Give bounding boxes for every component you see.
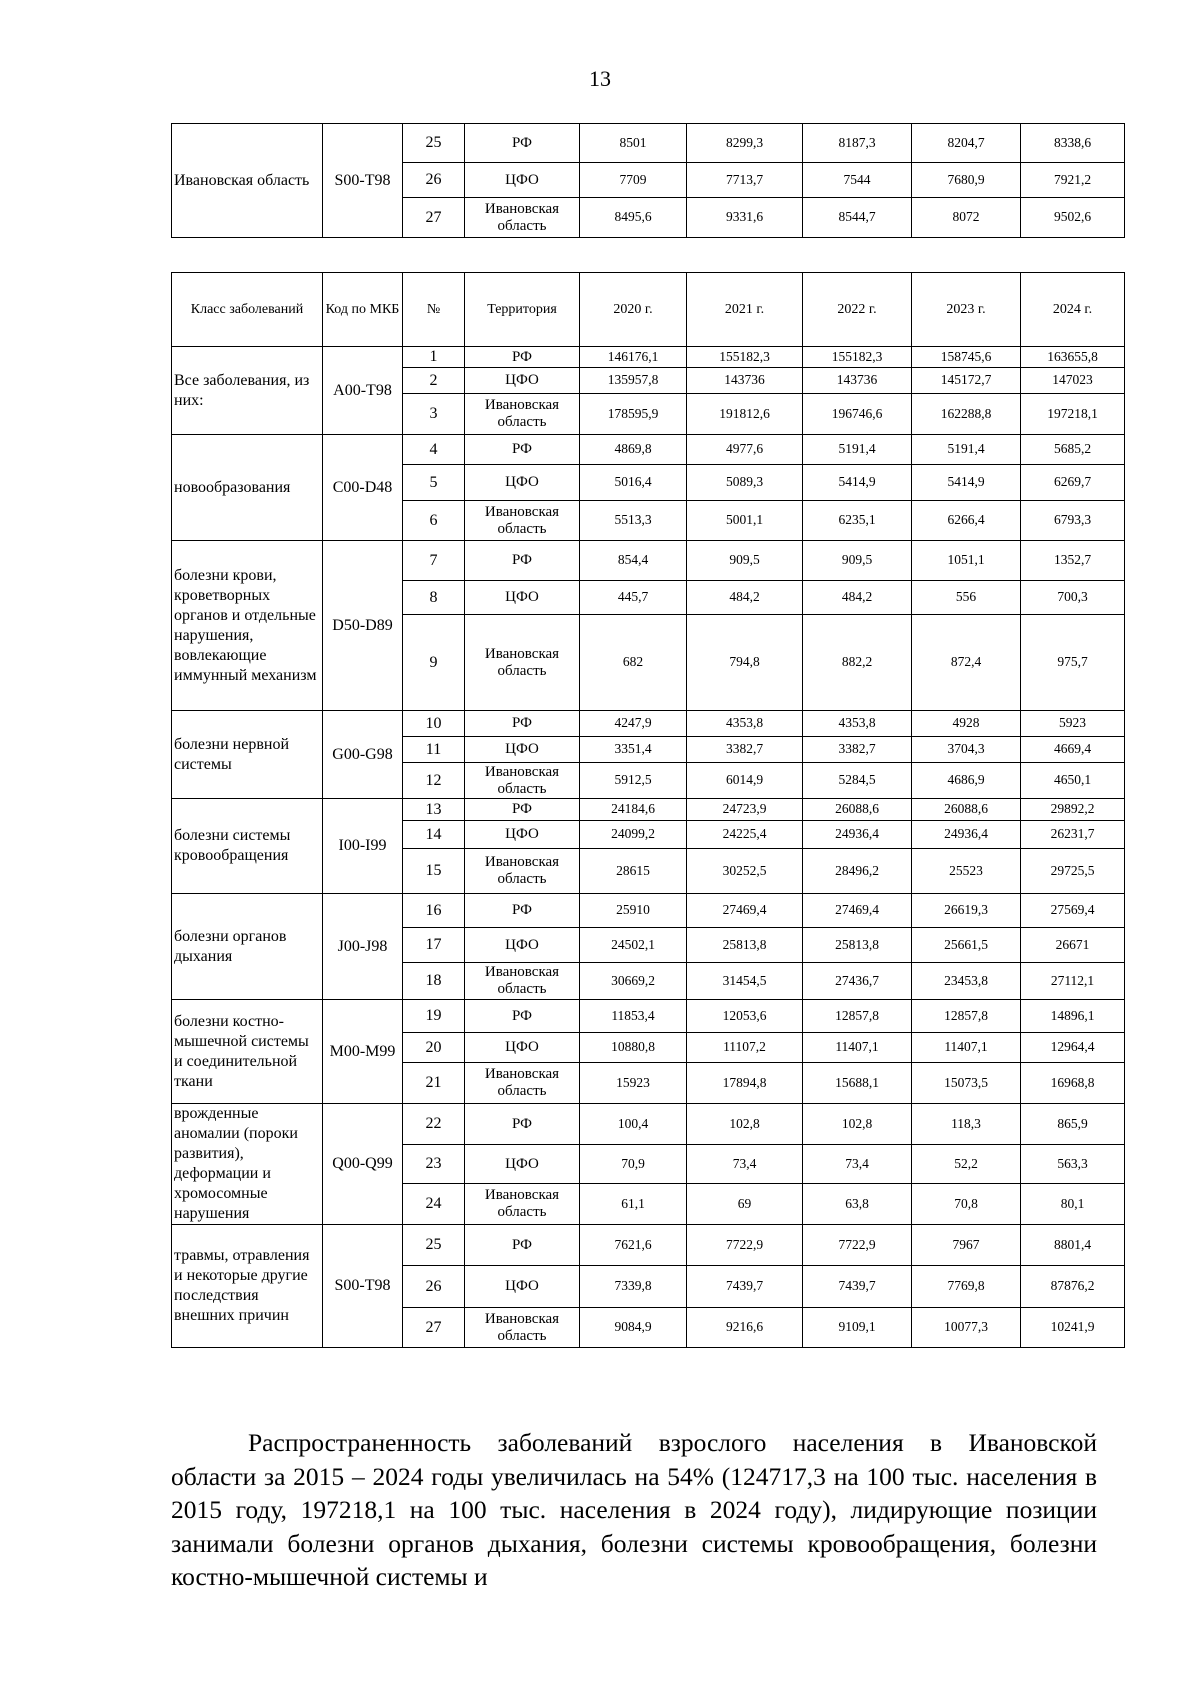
disease-class-cell: болезни нервной системы bbox=[172, 711, 323, 799]
value-cell: 5513,3 bbox=[580, 501, 687, 541]
value-cell: 155182,3 bbox=[803, 347, 912, 368]
value-cell: 26088,6 bbox=[912, 799, 1021, 821]
value-cell: 25813,8 bbox=[687, 928, 803, 963]
row-number-cell: 24 bbox=[403, 1183, 465, 1224]
territory-cell: РФ bbox=[465, 1225, 580, 1266]
row-number-cell: 14 bbox=[403, 821, 465, 849]
main-table-body bbox=[172, 347, 1125, 1348]
value-cell: 11107,2 bbox=[687, 1033, 803, 1063]
body-paragraph bbox=[171, 1426, 1097, 1594]
row-number-cell: 25 bbox=[403, 1225, 465, 1266]
value-cell: 8801,4 bbox=[1021, 1225, 1125, 1266]
value-cell: 30669,2 bbox=[580, 963, 687, 1000]
value-cell: 3351,4 bbox=[580, 737, 687, 763]
value-cell: 1051,1 bbox=[912, 541, 1021, 581]
value-cell: 87876,2 bbox=[1021, 1266, 1125, 1308]
table-row bbox=[172, 1104, 1125, 1145]
value-cell: 146176,1 bbox=[580, 347, 687, 368]
value-cell: 909,5 bbox=[803, 541, 912, 581]
value-cell: 10880,8 bbox=[580, 1033, 687, 1063]
value-cell: 15923 bbox=[580, 1063, 687, 1104]
value-cell: 975,7 bbox=[1021, 615, 1125, 711]
territory-cell: ЦФО bbox=[465, 1033, 580, 1063]
value-cell: 7921,2 bbox=[1021, 163, 1125, 198]
value-cell: 556 bbox=[912, 581, 1021, 615]
value-cell: 7680,9 bbox=[912, 163, 1021, 198]
territory-cell: РФ bbox=[465, 1104, 580, 1145]
territory-cell: РФ bbox=[465, 799, 580, 821]
value-cell: 7439,7 bbox=[803, 1266, 912, 1308]
value-cell: 700,3 bbox=[1021, 581, 1125, 615]
value-cell: 5685,2 bbox=[1021, 435, 1125, 465]
value-cell: 73,4 bbox=[803, 1145, 912, 1184]
value-cell: 484,2 bbox=[687, 581, 803, 615]
disease-class-cell: врожденные аномалии (пороки развития), деформации и хромосомные нарушения bbox=[172, 1104, 323, 1225]
value-cell: 6793,3 bbox=[1021, 501, 1125, 541]
icd-code-cell: S00-T98 bbox=[323, 1225, 403, 1348]
territory-cell: РФ bbox=[465, 711, 580, 737]
value-cell: 26671 bbox=[1021, 928, 1125, 963]
value-cell: 5414,9 bbox=[803, 465, 912, 501]
header-year-2021: 2021 г. bbox=[687, 273, 803, 347]
value-cell: 29725,5 bbox=[1021, 849, 1125, 894]
row-number-cell: 13 bbox=[403, 799, 465, 821]
row-number-cell: 27 bbox=[403, 198, 465, 238]
value-cell: 155182,3 bbox=[687, 347, 803, 368]
value-cell: 80,1 bbox=[1021, 1183, 1125, 1224]
value-cell: 8501 bbox=[580, 124, 687, 163]
value-cell: 17894,8 bbox=[687, 1063, 803, 1104]
value-cell: 4977,6 bbox=[687, 435, 803, 465]
value-cell: 5923 bbox=[1021, 711, 1125, 737]
value-cell: 11853,4 bbox=[580, 1000, 687, 1033]
value-cell: 143736 bbox=[687, 368, 803, 394]
value-cell: 196746,6 bbox=[803, 394, 912, 435]
territory-cell: Ивановская область bbox=[465, 1308, 580, 1348]
table-row bbox=[172, 711, 1125, 737]
territory-cell: ЦФО bbox=[465, 163, 580, 198]
value-cell: 24936,4 bbox=[803, 821, 912, 849]
value-cell: 4247,9 bbox=[580, 711, 687, 737]
territory-cell: ЦФО bbox=[465, 581, 580, 615]
value-cell: 794,8 bbox=[687, 615, 803, 711]
territory-cell: Ивановская область bbox=[465, 763, 580, 799]
value-cell: 445,7 bbox=[580, 581, 687, 615]
territory-cell: Ивановская область bbox=[465, 198, 580, 238]
value-cell: 61,1 bbox=[580, 1183, 687, 1224]
disease-class-cell: болезни костно-мышечной системы и соединительной ткани bbox=[172, 1000, 323, 1104]
value-cell: 26231,7 bbox=[1021, 821, 1125, 849]
disease-class-cell: травмы, отравления и некоторые другие последствия внешних причин bbox=[172, 1225, 323, 1348]
value-cell: 69 bbox=[687, 1183, 803, 1224]
value-cell: 909,5 bbox=[687, 541, 803, 581]
row-number-cell: 17 bbox=[403, 928, 465, 963]
territory-cell: РФ bbox=[465, 1000, 580, 1033]
value-cell: 4353,8 bbox=[803, 711, 912, 737]
territory-cell: ЦФО bbox=[465, 821, 580, 849]
value-cell: 158745,6 bbox=[912, 347, 1021, 368]
value-cell: 15688,1 bbox=[803, 1063, 912, 1104]
main-table bbox=[171, 272, 1125, 1348]
row-number-cell: 23 bbox=[403, 1145, 465, 1184]
row-number-cell: 1 bbox=[403, 347, 465, 368]
value-cell: 8204,7 bbox=[912, 124, 1021, 163]
value-cell: 10241,9 bbox=[1021, 1308, 1125, 1348]
value-cell: 9109,1 bbox=[803, 1308, 912, 1348]
header-row bbox=[172, 273, 1125, 347]
header-year-2022: 2022 г. bbox=[803, 273, 912, 347]
value-cell: 28496,2 bbox=[803, 849, 912, 894]
value-cell: 28615 bbox=[580, 849, 687, 894]
value-cell: 29892,2 bbox=[1021, 799, 1125, 821]
table-row bbox=[172, 347, 1125, 368]
value-cell: 7722,9 bbox=[803, 1225, 912, 1266]
value-cell: 25910 bbox=[580, 894, 687, 928]
value-cell: 70,9 bbox=[580, 1145, 687, 1184]
value-cell: 12053,6 bbox=[687, 1000, 803, 1033]
value-cell: 8299,3 bbox=[687, 124, 803, 163]
value-cell: 1352,7 bbox=[1021, 541, 1125, 581]
value-cell: 163655,8 bbox=[1021, 347, 1125, 368]
value-cell: 9502,6 bbox=[1021, 198, 1125, 238]
value-cell: 24723,9 bbox=[687, 799, 803, 821]
value-cell: 11407,1 bbox=[912, 1033, 1021, 1063]
value-cell: 4650,1 bbox=[1021, 763, 1125, 799]
row-number-cell: 8 bbox=[403, 581, 465, 615]
icd-code-cell: D50-D89 bbox=[323, 541, 403, 711]
value-cell: 26088,6 bbox=[803, 799, 912, 821]
row-number-cell: 4 bbox=[403, 435, 465, 465]
territory-cell: ЦФО bbox=[465, 465, 580, 501]
row-number-cell: 20 bbox=[403, 1033, 465, 1063]
value-cell: 8495,6 bbox=[580, 198, 687, 238]
value-cell: 3704,3 bbox=[912, 737, 1021, 763]
value-cell: 6014,9 bbox=[687, 763, 803, 799]
value-cell: 14896,1 bbox=[1021, 1000, 1125, 1033]
row-number-cell: 11 bbox=[403, 737, 465, 763]
code-cell: S00-T98 bbox=[323, 124, 403, 238]
value-cell: 682 bbox=[580, 615, 687, 711]
territory-cell: РФ bbox=[465, 124, 580, 163]
value-cell: 162288,8 bbox=[912, 394, 1021, 435]
territory-cell: ЦФО bbox=[465, 368, 580, 394]
row-number-cell: 27 bbox=[403, 1308, 465, 1348]
value-cell: 10077,3 bbox=[912, 1308, 1021, 1348]
value-cell: 8187,3 bbox=[803, 124, 912, 163]
value-cell: 143736 bbox=[803, 368, 912, 394]
value-cell: 5089,3 bbox=[687, 465, 803, 501]
row-number-cell: 10 bbox=[403, 711, 465, 737]
value-cell: 7439,7 bbox=[687, 1266, 803, 1308]
value-cell: 25661,5 bbox=[912, 928, 1021, 963]
value-cell: 7544 bbox=[803, 163, 912, 198]
value-cell: 563,3 bbox=[1021, 1145, 1125, 1184]
value-cell: 26619,3 bbox=[912, 894, 1021, 928]
top-table bbox=[171, 123, 1125, 238]
value-cell: 102,8 bbox=[803, 1104, 912, 1145]
value-cell: 25813,8 bbox=[803, 928, 912, 963]
territory-cell: Ивановская область bbox=[465, 394, 580, 435]
icd-code-cell: G00-G98 bbox=[323, 711, 403, 799]
territory-cell: ЦФО bbox=[465, 928, 580, 963]
table-row bbox=[172, 1000, 1125, 1033]
territory-cell: РФ bbox=[465, 541, 580, 581]
value-cell: 27112,1 bbox=[1021, 963, 1125, 1000]
value-cell: 12857,8 bbox=[912, 1000, 1021, 1033]
header-code: Код по МКБ bbox=[323, 273, 403, 347]
row-number-cell: 19 bbox=[403, 1000, 465, 1033]
row-number-cell: 21 bbox=[403, 1063, 465, 1104]
value-cell: 118,3 bbox=[912, 1104, 1021, 1145]
value-cell: 6235,1 bbox=[803, 501, 912, 541]
value-cell: 5284,5 bbox=[803, 763, 912, 799]
header-no: № bbox=[403, 273, 465, 347]
territory-cell: Ивановская область bbox=[465, 1063, 580, 1104]
value-cell: 5912,5 bbox=[580, 763, 687, 799]
row-number-cell: 16 bbox=[403, 894, 465, 928]
table-row bbox=[172, 435, 1125, 465]
header-year-2020: 2020 г. bbox=[580, 273, 687, 347]
territory-cell: РФ bbox=[465, 894, 580, 928]
value-cell: 24099,2 bbox=[580, 821, 687, 849]
value-cell: 23453,8 bbox=[912, 963, 1021, 1000]
table-row bbox=[172, 799, 1125, 821]
value-cell: 24936,4 bbox=[912, 821, 1021, 849]
value-cell: 11407,1 bbox=[803, 1033, 912, 1063]
header-territory: Территория bbox=[465, 273, 580, 347]
value-cell: 4928 bbox=[912, 711, 1021, 737]
row-number-cell: 18 bbox=[403, 963, 465, 1000]
territory-cell: ЦФО bbox=[465, 1145, 580, 1184]
value-cell: 882,2 bbox=[803, 615, 912, 711]
value-cell: 30252,5 bbox=[687, 849, 803, 894]
value-cell: 63,8 bbox=[803, 1183, 912, 1224]
class-cell: Ивановская область bbox=[172, 124, 323, 238]
value-cell: 145172,7 bbox=[912, 368, 1021, 394]
value-cell: 15073,5 bbox=[912, 1063, 1021, 1104]
row-number-cell: 6 bbox=[403, 501, 465, 541]
value-cell: 25523 bbox=[912, 849, 1021, 894]
value-cell: 3382,7 bbox=[803, 737, 912, 763]
value-cell: 7967 bbox=[912, 1225, 1021, 1266]
icd-code-cell: I00-I99 bbox=[323, 799, 403, 894]
value-cell: 9331,6 bbox=[687, 198, 803, 238]
value-cell: 4669,4 bbox=[1021, 737, 1125, 763]
territory-cell: ЦФО bbox=[465, 1266, 580, 1308]
row-number-cell: 26 bbox=[403, 163, 465, 198]
value-cell: 100,4 bbox=[580, 1104, 687, 1145]
value-cell: 73,4 bbox=[687, 1145, 803, 1184]
value-cell: 8544,7 bbox=[803, 198, 912, 238]
table-row bbox=[172, 124, 1125, 163]
value-cell: 102,8 bbox=[687, 1104, 803, 1145]
row-number-cell: 25 bbox=[403, 124, 465, 163]
value-cell: 5191,4 bbox=[912, 435, 1021, 465]
value-cell: 24184,6 bbox=[580, 799, 687, 821]
disease-class-cell: болезни системы кровообращения bbox=[172, 799, 323, 894]
disease-class-cell: Все заболевания, из них: bbox=[172, 347, 323, 435]
row-number-cell: 22 bbox=[403, 1104, 465, 1145]
value-cell: 5191,4 bbox=[803, 435, 912, 465]
disease-class-cell: болезни органов дыхания bbox=[172, 894, 323, 1000]
territory-cell: РФ bbox=[465, 435, 580, 465]
value-cell: 9084,9 bbox=[580, 1308, 687, 1348]
icd-code-cell: Q00-Q99 bbox=[323, 1104, 403, 1225]
disease-class-cell: новообразования bbox=[172, 435, 323, 541]
page-number: 13 bbox=[589, 66, 611, 91]
table-row bbox=[172, 1225, 1125, 1266]
row-number-cell: 12 bbox=[403, 763, 465, 799]
value-cell: 7709 bbox=[580, 163, 687, 198]
row-number-cell: 26 bbox=[403, 1266, 465, 1308]
row-number-cell: 2 bbox=[403, 368, 465, 394]
icd-code-cell: M00-M99 bbox=[323, 1000, 403, 1104]
top-table-body bbox=[172, 124, 1125, 238]
header-year-2023: 2023 г. bbox=[912, 273, 1021, 347]
territory-cell: Ивановская область bbox=[465, 963, 580, 1000]
table-row bbox=[172, 541, 1125, 581]
value-cell: 854,4 bbox=[580, 541, 687, 581]
value-cell: 865,9 bbox=[1021, 1104, 1125, 1145]
territory-cell: Ивановская область bbox=[465, 1183, 580, 1224]
territory-cell: Ивановская область bbox=[465, 501, 580, 541]
icd-code-cell: A00-T98 bbox=[323, 347, 403, 435]
value-cell: 484,2 bbox=[803, 581, 912, 615]
header-year-2024: 2024 г. bbox=[1021, 273, 1125, 347]
territory-cell: РФ bbox=[465, 347, 580, 368]
row-number-cell: 5 bbox=[403, 465, 465, 501]
value-cell: 27569,4 bbox=[1021, 894, 1125, 928]
value-cell: 24502,1 bbox=[580, 928, 687, 963]
disease-class-cell: болезни крови, кроветворных органов и отдельные нарушения, вовлекающие иммунный механизм bbox=[172, 541, 323, 711]
paragraph-first-line: Распространенность заболеваний взрослого населения в Ивановской bbox=[248, 1428, 1097, 1457]
value-cell: 8072 bbox=[912, 198, 1021, 238]
value-cell: 5016,4 bbox=[580, 465, 687, 501]
value-cell: 6266,4 bbox=[912, 501, 1021, 541]
value-cell: 16968,8 bbox=[1021, 1063, 1125, 1104]
value-cell: 3382,7 bbox=[687, 737, 803, 763]
territory-cell: Ивановская область bbox=[465, 615, 580, 711]
value-cell: 147023 bbox=[1021, 368, 1125, 394]
value-cell: 197218,1 bbox=[1021, 394, 1125, 435]
territory-cell: Ивановская область bbox=[465, 849, 580, 894]
value-cell: 4353,8 bbox=[687, 711, 803, 737]
row-number-cell: 3 bbox=[403, 394, 465, 435]
value-cell: 24225,4 bbox=[687, 821, 803, 849]
value-cell: 872,4 bbox=[912, 615, 1021, 711]
value-cell: 52,2 bbox=[912, 1145, 1021, 1184]
paragraph-rest: области за 2015 – 2024 годы увеличилась на 54% (124717,3 на 100 тыс. населения в 2015 году, 197218,1 на 100 тыс. населения в 2024 году), лидирующие позиции занимали болезни органов дыхания, болезни системы кровообращения, болезни костно-мышечной системы и bbox=[171, 1461, 1097, 1591]
value-cell: 5414,9 bbox=[912, 465, 1021, 501]
value-cell: 7713,7 bbox=[687, 163, 803, 198]
row-number-cell: 7 bbox=[403, 541, 465, 581]
header-class: Класс заболеваний bbox=[172, 273, 323, 347]
value-cell: 31454,5 bbox=[687, 963, 803, 1000]
value-cell: 9216,6 bbox=[687, 1308, 803, 1348]
value-cell: 27436,7 bbox=[803, 963, 912, 1000]
table-row bbox=[172, 894, 1125, 928]
value-cell: 178595,9 bbox=[580, 394, 687, 435]
value-cell: 27469,4 bbox=[803, 894, 912, 928]
value-cell: 191812,6 bbox=[687, 394, 803, 435]
value-cell: 7621,6 bbox=[580, 1225, 687, 1266]
icd-code-cell: J00-J98 bbox=[323, 894, 403, 1000]
value-cell: 70,8 bbox=[912, 1183, 1021, 1224]
value-cell: 7339,8 bbox=[580, 1266, 687, 1308]
value-cell: 4686,9 bbox=[912, 763, 1021, 799]
value-cell: 4869,8 bbox=[580, 435, 687, 465]
value-cell: 7769,8 bbox=[912, 1266, 1021, 1308]
value-cell: 12964,4 bbox=[1021, 1033, 1125, 1063]
value-cell: 8338,6 bbox=[1021, 124, 1125, 163]
value-cell: 27469,4 bbox=[687, 894, 803, 928]
value-cell: 5001,1 bbox=[687, 501, 803, 541]
row-number-cell: 15 bbox=[403, 849, 465, 894]
row-number-cell: 9 bbox=[403, 615, 465, 711]
territory-cell: ЦФО bbox=[465, 737, 580, 763]
value-cell: 6269,7 bbox=[1021, 465, 1125, 501]
icd-code-cell: C00-D48 bbox=[323, 435, 403, 541]
value-cell: 12857,8 bbox=[803, 1000, 912, 1033]
value-cell: 135957,8 bbox=[580, 368, 687, 394]
value-cell: 7722,9 bbox=[687, 1225, 803, 1266]
